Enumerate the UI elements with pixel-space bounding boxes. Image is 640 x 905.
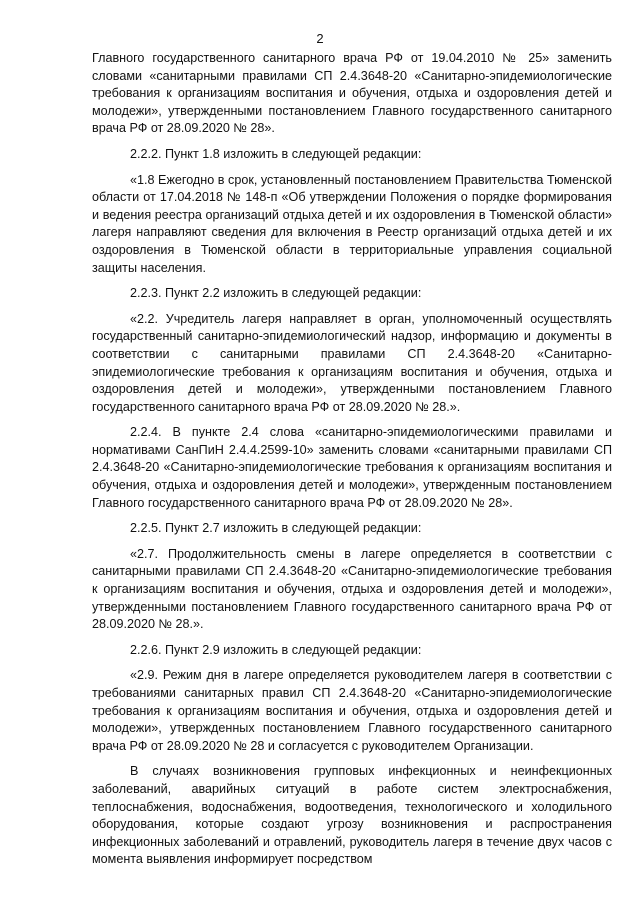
paragraph-2-2-5-heading: 2.2.5. Пункт 2.7 изложить в следующей редакции: bbox=[130, 521, 422, 536]
page-number: 2 bbox=[316, 31, 324, 46]
paragraph-2-9: «2.9. Режим дня в лагере определяется руководителем лагеря в соответствии с требованиями санитарных правил СП 2.4.3648-20 «Санитарно-эпидемиологические требования к организациям воспитания и обучения, отдыха и оздоровления детей и молодежи», утвержденных постановлением Главного государственного санитарного врача РФ от 28.09.2020 № 28 и согласуется с руководителем Организации. bbox=[92, 668, 612, 753]
paragraph-2-2-6-heading: 2.2.6. Пункт 2.9 изложить в следующей редакции: bbox=[130, 642, 422, 657]
paragraph-2-2-4: 2.2.4. В пункте 2.4 слова «санитарно-эпидемиологическими правилами и нормативами СанПиН 2.4.4.2599-10» заменить словами «санитарными правилами СП 2.4.3648-20 «Санитарно-эпидемиологические требования к организациям воспитания и обучения, отдыха и оздоровления детей и молодежи», утвержденным постановлением Главного государственного санитарного врача РФ от 28.09.2020 № 28». bbox=[92, 425, 612, 510]
paragraph-1-8: «1.8 Ежегодно в срок, установленный постановлением Правительства Тюменской области от 17.04.2018 № 148-п «Об утверждении Положения о порядке формирования и ведения реестра организаций отдыха детей и их оздоровления в Тюменской области» лагеря направляют сведения для включения в Реестр организаций отдыха детей и их оздоровления в Тюменской области в территориальные управления социальной защиты населения. bbox=[92, 172, 612, 275]
paragraph-2-7: «2.7. Продолжительность смены в лагере определяется в соответствии с санитарными правилами СП 2.4.3648-20 «Санитарно-эпидемиологические требования к организациям воспитания и обучения, отдыха и оздоровления детей и молодежи», утвержденными постановлением Главного государственного санитарного врача РФ от 28.09.2020 № 28.». bbox=[92, 546, 612, 632]
paragraph-emergency-cases: В случаях возникновения групповых инфекционных и неинфекционных заболеваний, аварийных ситуаций в работе систем электроснабжения, теплоснабжения, водоснабжения, водоотведения, технологического и холодильного оборудования, которые создают угрозу возникновения и распространения инфекционных заболеваний и отравлений, руководитель лагеря в течение двух часов с момента выявления информирует посредством bbox=[92, 764, 612, 867]
document-body bbox=[92, 50, 612, 877]
paragraph-2-2-3-heading: 2.2.3. Пункт 2.2 изложить в следующей редакции: bbox=[130, 286, 422, 301]
paragraph-2-2: «2.2. Учредитель лагеря направляет в орган, уполномоченный осуществлять государственный санитарно-эпидемиологический надзор, информацию и документы в соответствии с санитарными правилами СП 2.4.3648-20 «Санитарно-эпидемиологические требования к организациям воспитания и обучения, отдыха и оздоровления детей и молодежи», утвержденными постановлением Главного государственного санитарного врача РФ от 28.09.2020 № 28.». bbox=[92, 311, 612, 414]
paragraph-2-2-2-heading: 2.2.2. Пункт 1.8 изложить в следующей редакции: bbox=[130, 146, 422, 161]
paragraph-continuation: Главного государственного санитарного врача РФ от 19.04.2010 № 25» заменить словами «санитарными правилами СП 2.4.3648-20 «Санитарно-эпидемиологические требования к организациям воспитания и обучения, отдыха и оздоровления детей и молодежи», утвержденными постановлением Главного государственного санитарного врача РФ от 28.09.2020 № 28». bbox=[92, 51, 612, 136]
